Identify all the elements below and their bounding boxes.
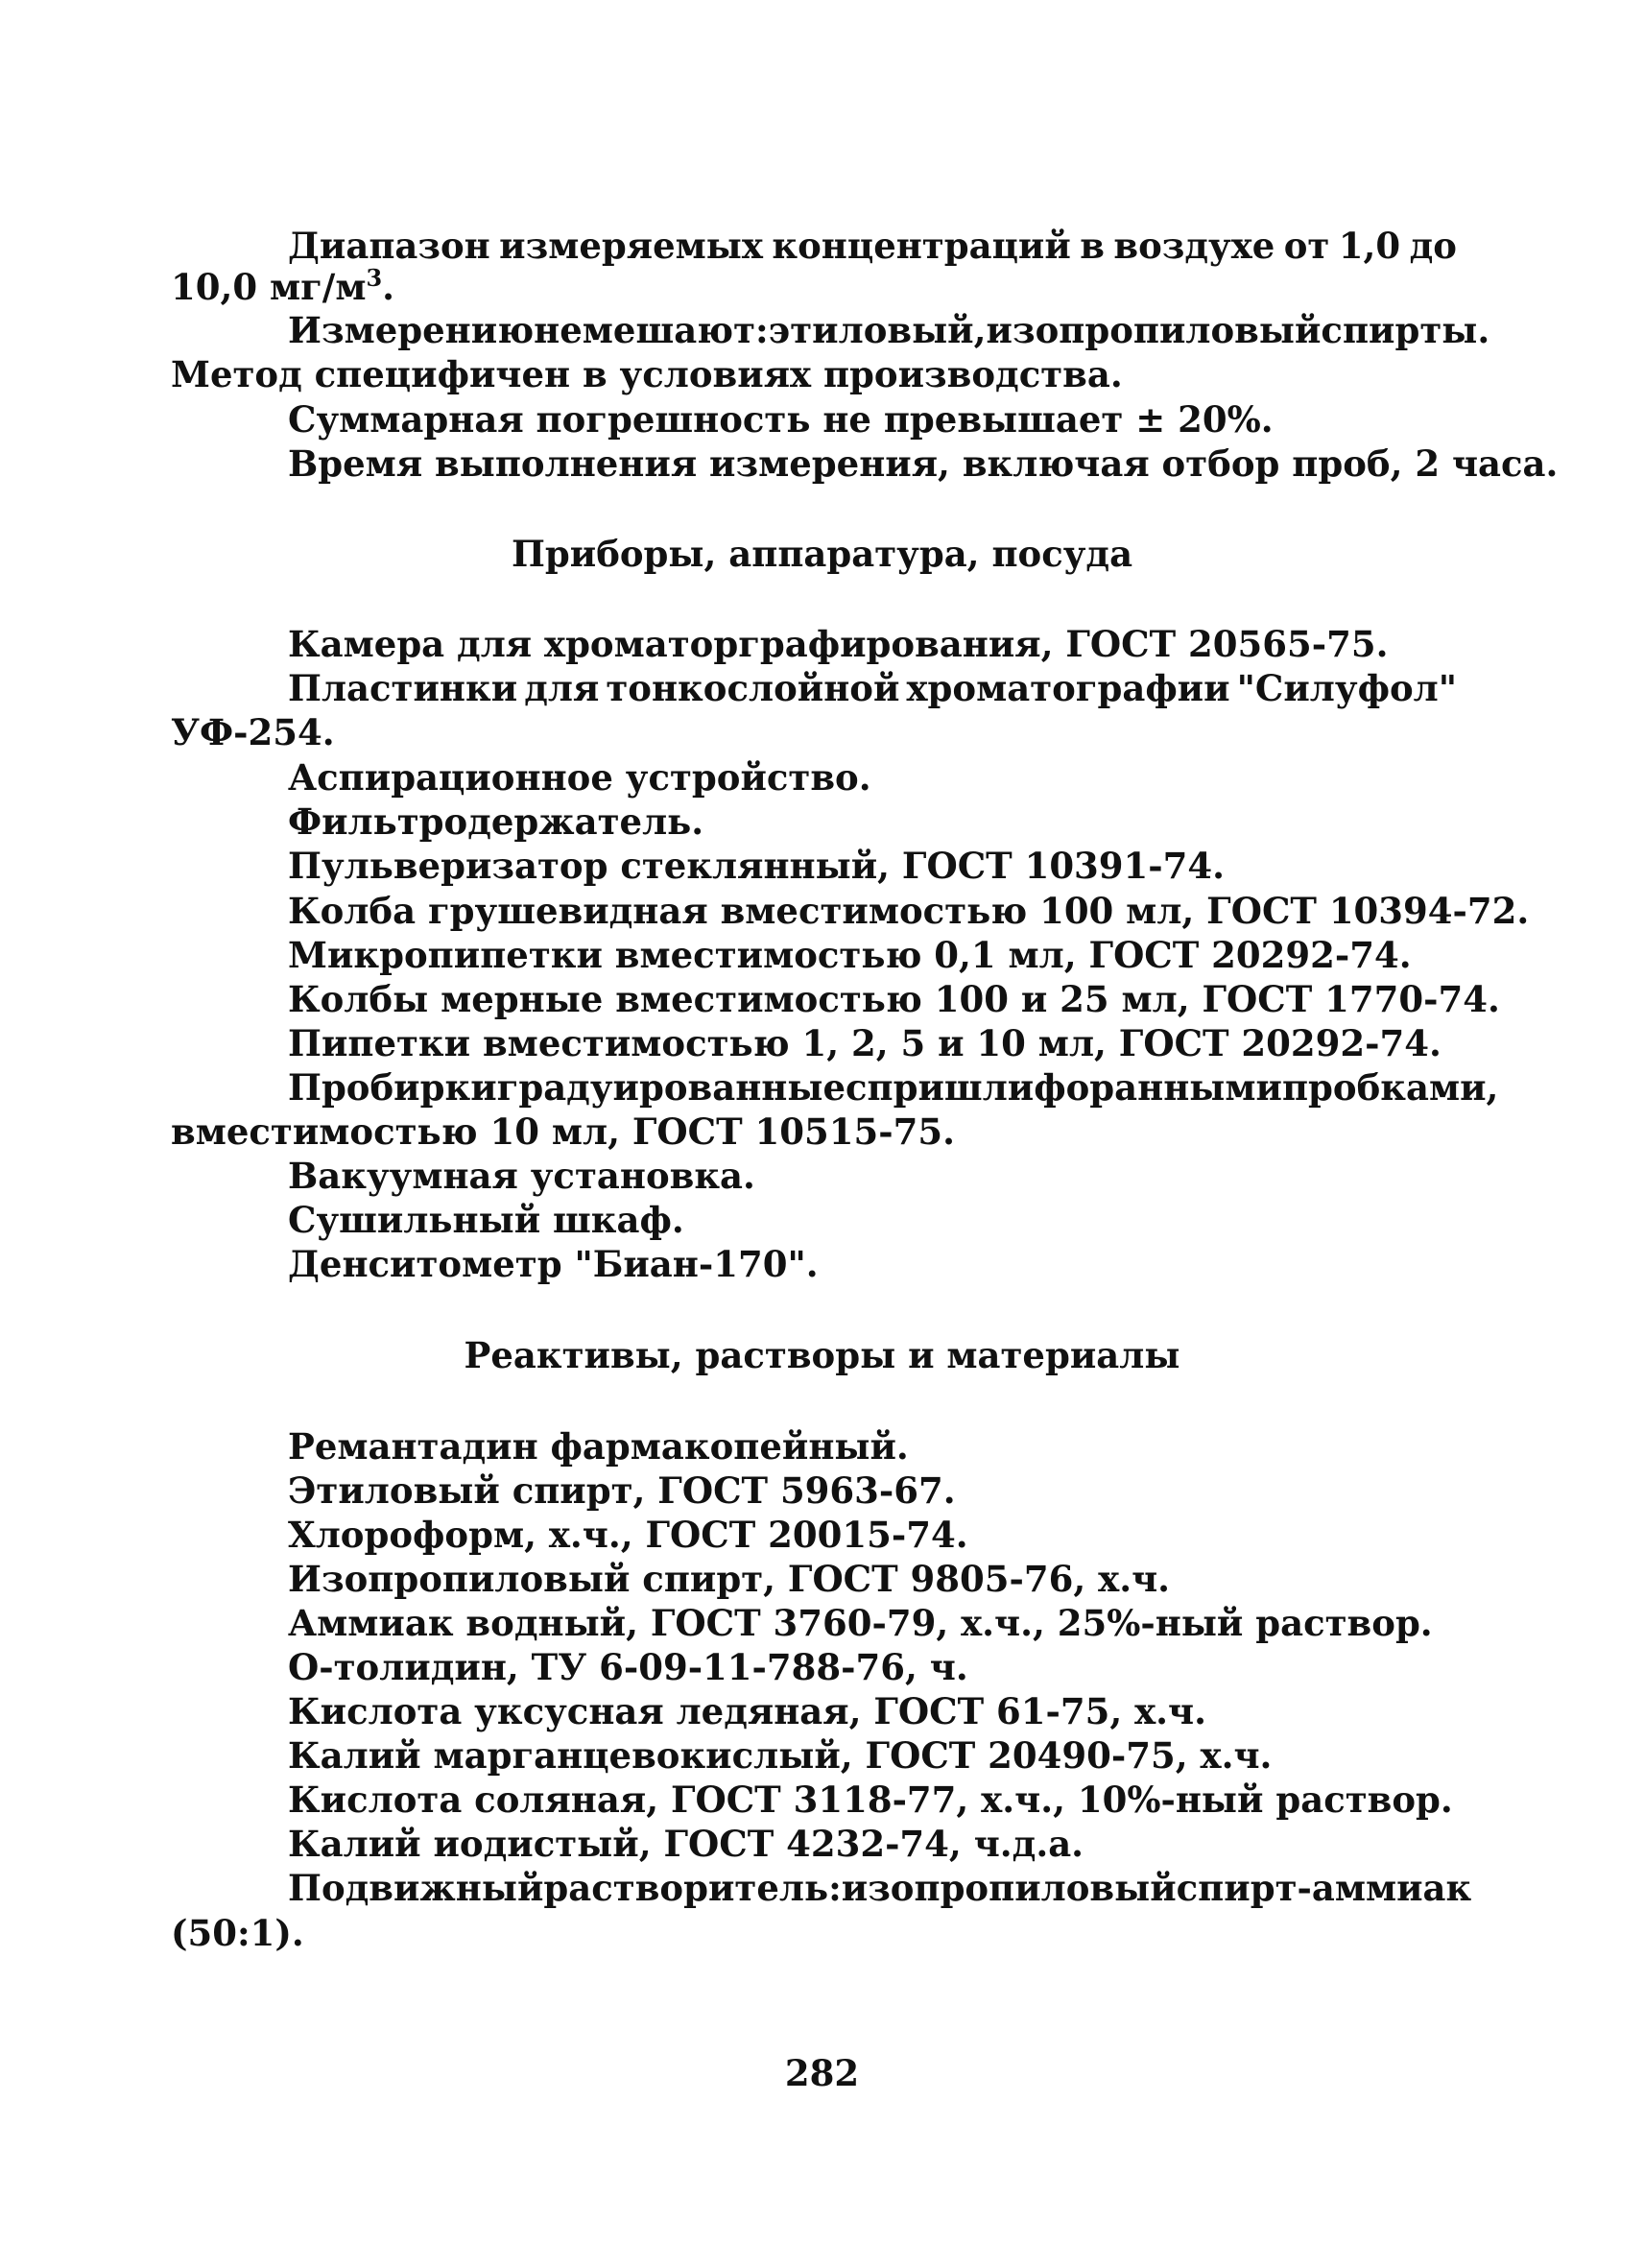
range-line-2 [171,266,394,308]
reagents-heading: Реактивы, растворы и материалы [464,1334,1180,1376]
equipment-item-continuation: вместимостью 10 мл, ГОСТ 10515-75. [171,1110,955,1153]
equipment-item: Денситометр "Биан-170". [288,1243,819,1285]
range-line-1: Диапазон измеряемых концентраций в воздухе от 1,0 до [288,225,1457,267]
reagent-item: Кислота уксусная ледяная, ГОСТ 61-75, х.ч. [288,1690,1207,1732]
equipment-item: Пробирки градуированные с пришлифоранными пробками, [288,1066,1499,1109]
reagent-item: Калий марганцевокислый, ГОСТ 20490-75, х.ч. [288,1734,1273,1777]
reagent-item: Ремантадин фармакопейный. [288,1425,909,1468]
reagent-item: Хлороформ, х.ч., ГОСТ 20015-74. [288,1514,968,1556]
page-number: 282 [784,2052,860,2094]
reagent-item: Этиловый спирт, ГОСТ 5963-67. [288,1469,956,1512]
equipment-heading: Приборы, аппаратура, посуда [511,533,1133,575]
reagent-item: О-толидин, ТУ 6-09-11-788-76, ч. [288,1646,968,1688]
reagent-item: Кислота соляная, ГОСТ 3118-77, х.ч., 10%-ный раствор. [288,1779,1453,1821]
range-end: . [382,266,395,308]
range-unit-exponent: 3 [366,264,383,292]
equipment-item: Пипетки вместимостью 1, 2, 5 и 10 мл, ГОСТ 20292-74. [288,1022,1441,1064]
duration-statement: Время выполнения измерения, включая отбор проб, 2 часа. [288,442,1559,485]
equipment-item: Камера для хроматорграфирования, ГОСТ 20565-75. [288,623,1389,665]
equipment-item: Вакуумная установка. [288,1155,755,1197]
reagent-item: Калий иодистый, ГОСТ 4232-74, ч.д.а. [288,1823,1084,1865]
interference-line-2: Метод специфичен в условиях производства. [171,353,1123,395]
equipment-item: Колба грушевидная вместимостью 100 мл, ГОСТ 10394-72. [288,890,1530,932]
equipment-item: Сушильный шкаф. [288,1199,684,1241]
reagent-item: Изопропиловый спирт, ГОСТ 9805-76, х.ч. [288,1558,1171,1600]
equipment-item: Пластинки для тонкослойной хроматографии "Силуфол" [288,667,1457,709]
interference-line-1: Измерению не мешают: этиловый, изопропиловый спирты. [288,309,1490,351]
equipment-item: Аспирационное устройство. [288,756,871,799]
reagent-item: Аммиак водный, ГОСТ 3760-79, х.ч., 25%-ный раствор. [288,1602,1433,1644]
reagent-item: Подвижный растворитель: изопропиловый спирт-аммиак [288,1867,1472,1909]
equipment-item: Колбы мерные вместимостью 100 и 25 мл, ГОСТ 1770-74. [288,978,1500,1020]
range-value: 10,0 мг/м [171,266,367,308]
equipment-item: Микропипетки вместимостью 0,1 мл, ГОСТ 20292-74. [288,934,1412,976]
equipment-item: Пульверизатор стеклянный, ГОСТ 10391-74. [288,845,1226,887]
error-statement: Суммарная погрешность не превышает ± 20%. [288,398,1274,441]
equipment-item: Фильтродержатель. [288,800,704,843]
equipment-item-continuation: УФ-254. [171,711,335,753]
reagent-item-continuation: (50:1). [171,1912,304,1954]
